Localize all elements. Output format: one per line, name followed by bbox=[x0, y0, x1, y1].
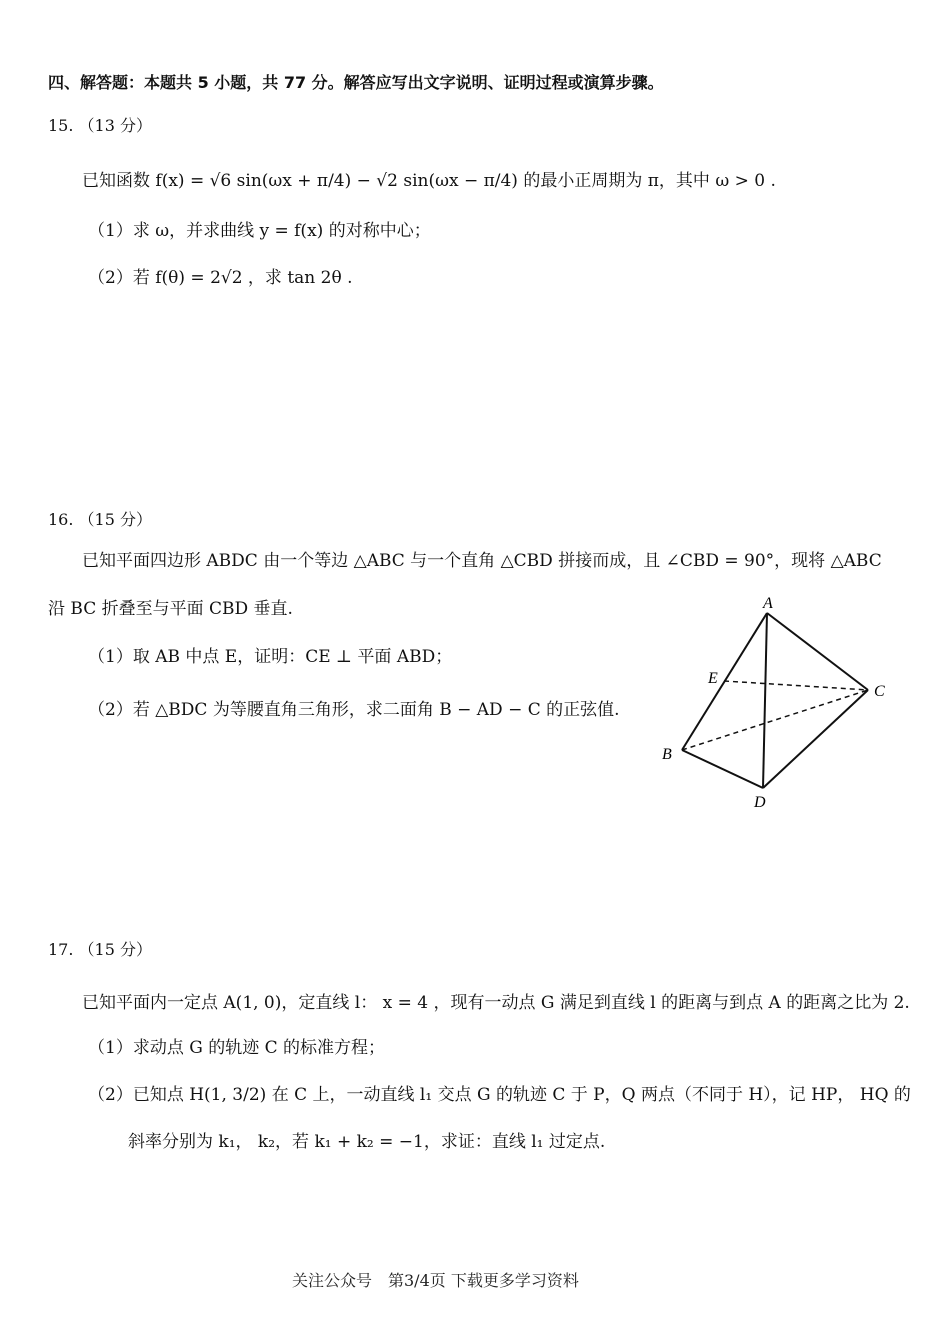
q16-number: 16. （15 分） bbox=[48, 510, 152, 529]
label-e: E bbox=[708, 670, 718, 687]
page-footer: 关注公众号 第3/4页 下载更多学习资料 bbox=[292, 1271, 579, 1290]
edge-cd bbox=[763, 690, 868, 788]
label-d: D bbox=[754, 794, 766, 811]
section-header: 四、解答题：本题共 5 小题，共 77 分。解答应写出文字说明、证明过程或演算步骤。 bbox=[48, 73, 664, 92]
q16-stem-line1: 已知平面四边形 ABDC 由一个等边 △ABC 与一个直角 △CBD 拼接而成，且 ∠CBD = 90°，现将 △ABC bbox=[82, 551, 882, 571]
label-b: B bbox=[662, 746, 672, 763]
edge-ac bbox=[767, 613, 868, 690]
edge-bc-hidden bbox=[682, 690, 868, 750]
label-c: C bbox=[874, 683, 885, 700]
q17-stem: 已知平面内一定点 A(1, 0)，定直线 l： x = 4 ，现有一动点 G 满足到直线 l 的距离与到点 A 的距离之比为 2. bbox=[82, 993, 910, 1013]
q15-part1: （1）求 ω，并求曲线 y = f(x) 的对称中心； bbox=[88, 221, 431, 241]
label-a: A bbox=[763, 595, 773, 612]
edge-ec-hidden bbox=[724, 681, 868, 690]
q16-part1: （1）取 AB 中点 E，证明：CE ⊥ 平面 ABD； bbox=[88, 647, 453, 667]
q17-part1: （1）求动点 G 的轨迹 C 的标准方程； bbox=[88, 1038, 386, 1058]
q15-stem: 已知函数 f(x) = √6 sin(ωx + π/4) − √2 sin(ωx − π/4) 的最小正周期为 π，其中 ω > 0 . bbox=[82, 171, 776, 191]
edge-ad bbox=[763, 613, 767, 788]
q15-number: 15. （13 分） bbox=[48, 116, 152, 135]
tetrahedron-figure bbox=[650, 590, 910, 820]
q17-part2-line1: （2）已知点 H(1, 3/2) 在 C 上，一动直线 l₁ 交点 G 的轨迹 C 于 P，Q 两点（不同于 H），记 HP， HQ 的 bbox=[88, 1085, 911, 1105]
q15-part2: （2）若 f(θ) = 2√2 ，求 tan 2θ . bbox=[88, 268, 353, 288]
q16-stem-line2: 沿 BC 折叠至与平面 CBD 垂直. bbox=[48, 599, 293, 619]
q17-number: 17. （15 分） bbox=[48, 940, 152, 959]
q16-part2: （2）若 △BDC 为等腰直角三角形，求二面角 B − AD − C 的正弦值. bbox=[88, 700, 620, 720]
q17-part2-line2: 斜率分别为 k₁， k₂，若 k₁ + k₂ = −1，求证：直线 l₁ 过定点. bbox=[128, 1132, 606, 1152]
edge-bd bbox=[682, 750, 763, 788]
